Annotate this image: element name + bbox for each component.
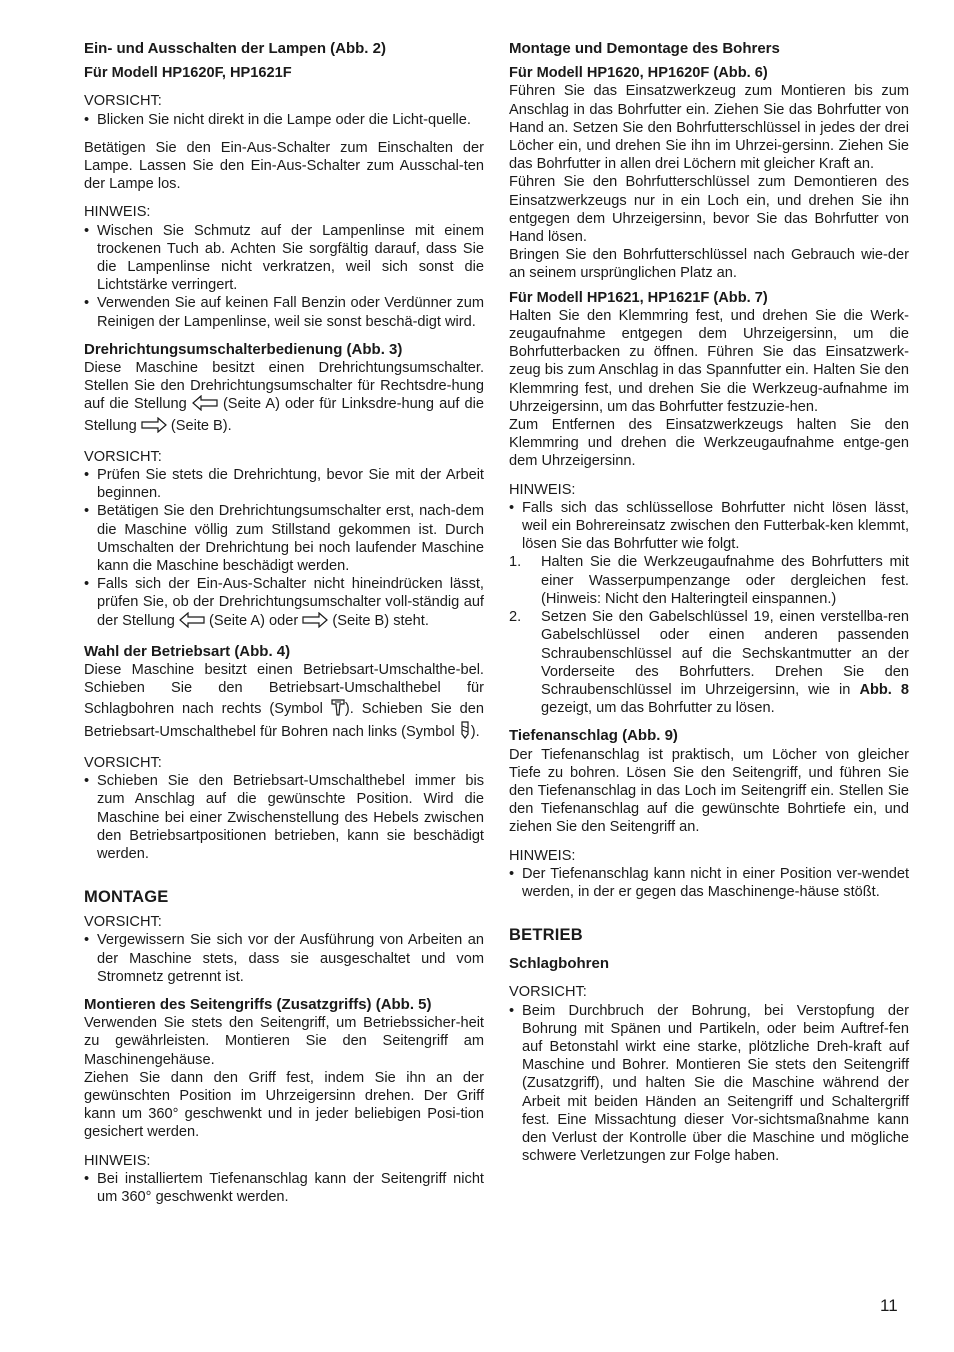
list-item: • Bei installiertem Tiefenanschlag kann der Seitengriff nicht um 360° geschwenkt werden.: [84, 1170, 484, 1206]
side-grip-heading: Montieren des Seitengriffs (Zusatzgriffs) (Abb. 5): [84, 995, 432, 1013]
mode-text-c: ).: [470, 723, 480, 740]
arrow-right-icon: [302, 612, 328, 633]
mode-caution-list: [84, 772, 484, 863]
reverse-switch-paragraph: [84, 359, 484, 438]
list-item: • Verwenden Sie auf keinen Fall Benzin oder Verdünner zum Reinigen der Lampenlinse, weil sie sonst beschä-digt wird.: [84, 294, 484, 330]
reverse-caution-3c: (Seite B) steht.: [332, 612, 429, 629]
mode-text-a: Diese Maschine besitzt einen Betriebsart-Umschalthe-bel. Schieben Sie den Betriebsart-Umschalthebel für Schlagbohren nach rechts (Symbol: [84, 662, 484, 717]
reverse-caution-3b: (Seite A) oder: [209, 612, 299, 629]
step-text-a: Setzen Sie den Gabelschlüssel 19, einen verstellba-ren Gabelschlüssel oder einen anderen passenden Schraubenschlüssel auf die Sechskantmutter an der Vorderseite des Bohrfutters. Drehen Sie den Schraubenschlüssel im Uhrzeigersinn, wie in: [541, 609, 909, 698]
reverse-caution-label: VORSICHT:: [84, 448, 162, 465]
montage-section-heading: MONTAGE: [84, 888, 169, 907]
bit-paragraph-1: Führen Sie das Einsatzwerkzeug zum Montieren bis zum Anschlag in das Bohrfutter ein. Ziehen Sie das Bohrfutter von Hand an. Setzen Sie den Bohrfutterschlüssel in jedes der drei Löcher ein, und drehen Sie ihn im Uhrzei-gersinn. Ziehen Sie das Bohrfutter in allen drei Löchern mit gleicher Kraft an.: [509, 83, 909, 173]
mode-paragraph: [84, 661, 484, 744]
lamps-note-label: HINWEIS:: [84, 204, 151, 221]
list-item: • Beim Durchbruch der Bohrung, bei Verstopfung der Bohrung mit Spänen und Partikeln, oder beim Auftref-fen auf Betonstahl wirkt eine starke, plötzliche Dreh-kraft auf Maschine und Bohrer. Montieren Sie stets den Seitengriff (Zusatzgriff), und halten Sie die Maschine während der Arbeit mit beiden Händen an Seitengriff und Schaltergriff fest. Eine Missachtung dieser Vor-sichtsmaßnahme kann den Verlust der Kontrolle über die Maschine und mögliche schwere Verletzungen zur Folge haben.: [509, 1002, 909, 1166]
lamps-caution-list: [84, 111, 484, 129]
list-item: • Prüfen Sie stets die Drehrichtung, bevor Sie mit der Arbeit beginnen.: [84, 466, 484, 502]
arrow-left-icon: [192, 395, 218, 416]
list-item: • Betätigen Sie den Drehrichtungsumschalter erst, nach-dem die Maschine völlig zum Stillstand gekommen ist. Durch Umschalten der Drehrichtung bei noch laufender Maschine kann die Maschine beschädigt werden.: [84, 502, 484, 575]
depth-paragraph: Der Tiefenanschlag ist praktisch, um Löcher von gleicher Tiefe zu bohren. Lösen Sie den Seitengriff, und führen Sie den Tiefenanschlag in das Loch im Seitengriff ein. Stellen Sie den Tiefenanschlag auf die gewünschte Bohrtiefe ein, und ziehen Sie den Seitengriff an.: [509, 746, 909, 836]
step-number: 2.: [509, 609, 522, 626]
step-figure-ref: Abb. 8: [859, 681, 909, 698]
list-item: • Blicken Sie nicht direkt in die Lampe oder die Licht-quelle.: [84, 111, 484, 129]
reverse-caution-3a: Falls sich der Ein-Aus-Schalter nicht hineindrücken lässt, prüfen Sie, ob der Drehrichtungsumschalter voll-ständig auf der Stellung: [97, 576, 484, 629]
list-item: [509, 608, 909, 717]
lamps-paragraph: Betätigen Sie den Ein-Aus-Schalter zum Einschalten der Lampe. Lassen Sie den Ein-Aus-Schalter zum Ausschal-ten der Lampe los.: [84, 139, 484, 193]
list-item: • Schieben Sie den Betriebsart-Umschalthebel immer bis zum Anschlag auf die gewünschte Position. Wird die Maschine bei einer Zwischenstellung des Hebels zwischen den Betriebsartpositionen betrieben, kann sie beschädigt werden.: [84, 772, 484, 863]
depth-note-list: [509, 865, 909, 901]
bit-model-heading-2: Für Modell HP1621, HP1621F (Abb. 7): [509, 289, 768, 306]
montage-caution-label: VORSICHT:: [84, 914, 162, 931]
lamps-model-heading: Für Modell HP1620F, HP1621F: [84, 65, 292, 82]
reverse-text-b: (Seite A) oder für Linksdre-hung auf die Stellung: [84, 396, 484, 434]
hammer-caution-label: VORSICHT:: [509, 984, 587, 1001]
list-item: • Wischen Sie Schmutz auf der Lampenlinse mit einem trockenen Tuch ab. Achten Sie sorgfältig darauf, dass Sie die Lampenlinse nicht verkratzen, weil sich sonst die Lichtstärke verringert.: [84, 222, 484, 295]
mode-text-b: ). Schieben Sie den Betriebsart-Umschalthebel für Bohren nach links (Symbol: [84, 700, 485, 740]
list-item: • Falls sich das schlüssellose Bohrfutter nicht lösen lässt, weil ein Bohrereinsatz zwischen den Futterbak-ken klemmt, lösen Sie das Bohrfutter wie folgt.: [509, 499, 909, 554]
mode-caution-label: VORSICHT:: [84, 754, 162, 771]
arrow-right-icon: [141, 417, 167, 438]
lamps-heading: Ein- und Ausschalten der Lampen (Abb. 2): [84, 40, 386, 57]
hammer-drill-icon: [331, 698, 345, 721]
arrow-left-icon: [179, 612, 205, 633]
betrieb-section-heading: BETRIEB: [509, 926, 583, 945]
bit-paragraph-3: Bringen Sie den Bohrfutterschlüssel nach Gebrauch wie-der an seinem ursprünglichen Platz an.: [509, 247, 909, 282]
reverse-text-a: Diese Maschine besitzt einen Drehrichtungsumschalter. Stellen Sie den Drehrichtungsumschalter für Rechtsdre-hung auf die Stellung: [84, 360, 484, 413]
drill-bit-icon: [459, 721, 471, 744]
list-item: • Der Tiefenanschlag kann nicht in einer Position ver-wendet werden, in der er gegen das Maschinenge-häuse stößt.: [509, 865, 909, 901]
bit-steps-list: [509, 553, 909, 717]
side-grip-paragraph-2: Ziehen Sie dann den Griff fest, indem Sie ihn an der gewünschten Position im Uhrzeigersinn drehen. Der Griff kann um 360° geschwenkt und in jeder beliebigen Posi-tion gesichert werden.: [84, 1069, 484, 1141]
list-item: [509, 553, 909, 608]
step-text: Halten Sie die Werkzeugaufnahme des Bohrfutters mit einer Wasserpumpenzange oder dergleichen fest. (Hinweis: Nicht den Halteringteil einspannen.): [541, 554, 909, 607]
bit-paragraph-4: Halten Sie den Klemmring fest, und drehen Sie die Werk-zeugaufnahme entgegen dem Uhrzeigersinn, um die Bohrfutterbacken zu öffnen. Führen Sie das Einsatzwerk-zeug bis zum Anschlag in das Spannfutter ein. Halten Sie den Klemmring fest, und drehen Sie die Werkzeug-aufnahme im Uhrzeigersinn, um das Bohrfutter festzuzie-hen.: [509, 307, 909, 415]
hammer-caution-list: [509, 1002, 909, 1166]
bit-model-heading-1: Für Modell HP1620, HP1620F (Abb. 6): [509, 65, 768, 82]
side-grip-note-list: [84, 1170, 484, 1206]
step-number: 1.: [509, 554, 522, 571]
bit-heading: Montage und Demontage des Bohrers: [509, 40, 780, 57]
step-text-c: gezeigt, um das Bohrfutter zu lösen.: [541, 700, 775, 717]
reverse-caution-list: [84, 466, 484, 633]
left-column: [84, 40, 484, 1206]
bit-paragraph-2: Führen Sie den Bohrfutterschlüssel zum Demontieren des Einsatzwerkzeugs nur in ein Loch ein, und drehen Sie ihn entgegen dem Uhrzeigersinn, bevor Sie das Bohrfutter von Hand lösen.: [509, 174, 909, 246]
bit-note-list: [509, 499, 909, 554]
montage-caution-list: [84, 931, 484, 986]
lamps-note-list: [84, 222, 484, 331]
page-number: 11: [880, 1296, 898, 1315]
hammer-drilling-heading: Schlagbohren: [509, 955, 610, 973]
depth-heading: Tiefenanschlag (Abb. 9): [509, 727, 678, 745]
depth-note-label: HINWEIS:: [509, 847, 576, 864]
list-item: [84, 575, 484, 633]
side-grip-paragraph-1: Verwenden Sie stets den Seitengriff, um Betriebssicher-heit zu gewährleisten. Montieren Sie den Seitengriff am Maschinengehäuse.: [84, 1015, 484, 1068]
list-item: • Vergewissern Sie sich vor der Ausführung von Arbeiten an der Maschine stets, dass sie ausgeschaltet und vom Stromnetz getrennt ist.: [84, 931, 484, 986]
right-column: [509, 40, 909, 1165]
mode-heading: Wahl der Betriebsart (Abb. 4): [84, 642, 291, 660]
reverse-switch-heading: Drehrichtungsumschalterbedienung (Abb. 3): [84, 340, 403, 358]
lamps-caution-label: VORSICHT:: [84, 93, 162, 110]
side-grip-note-label: HINWEIS:: [84, 1152, 151, 1169]
bit-paragraph-5: Zum Entfernen des Einsatzwerkzeugs halten Sie den Klemmring und drehen die Werkzeugaufnahme entge-gen dem Uhrzeigersinn.: [509, 417, 909, 470]
reverse-text-c: (Seite B).: [170, 417, 232, 434]
bit-note-label: HINWEIS:: [509, 481, 576, 498]
